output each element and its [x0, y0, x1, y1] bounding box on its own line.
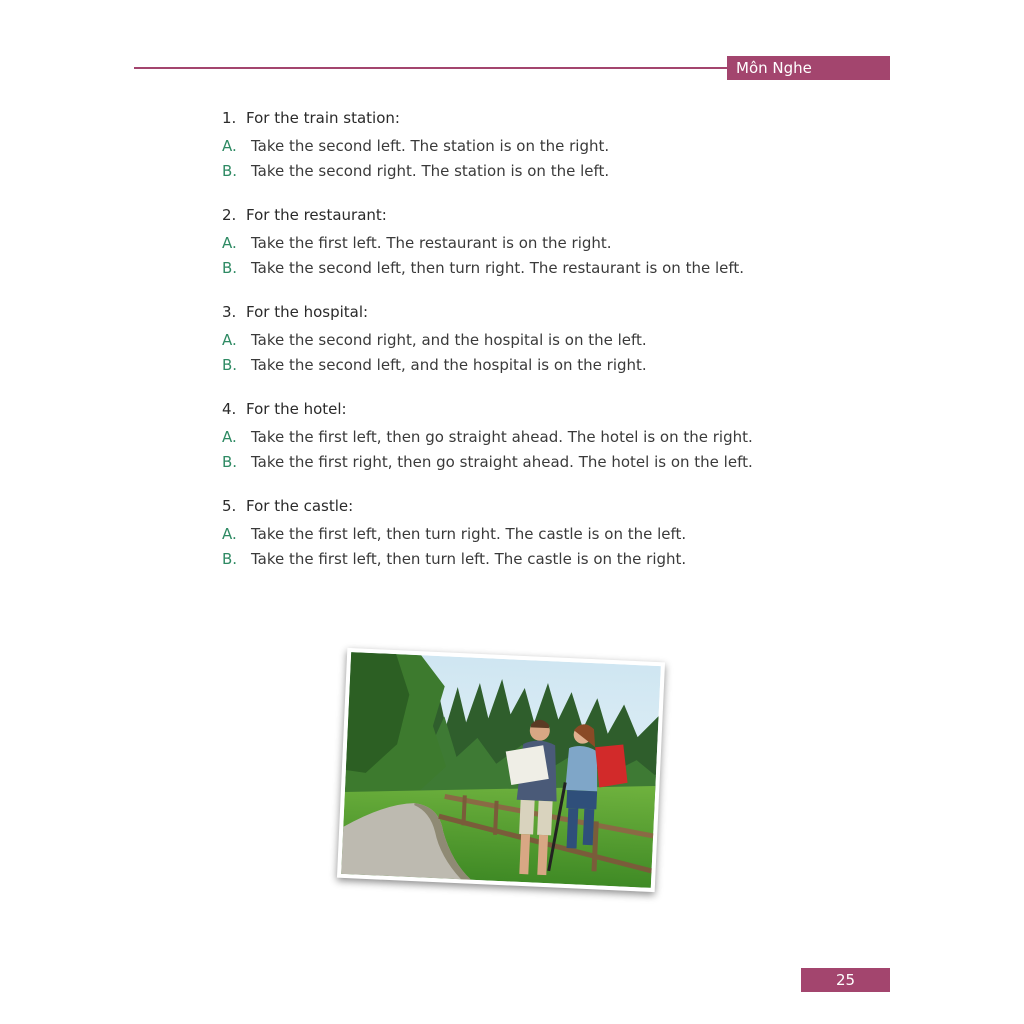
- question-text: For the hotel:: [246, 400, 347, 418]
- option-b: [222, 353, 782, 378]
- option-a: [222, 231, 782, 256]
- option-text: Take the second right. The station is on the left.: [251, 161, 610, 180]
- hikers-photo: [337, 648, 665, 892]
- question-text: For the castle:: [246, 497, 354, 515]
- option-text: Take the second left. The station is on the right.: [251, 137, 610, 155]
- question-number: 1.: [222, 109, 237, 127]
- option-a: [222, 425, 782, 450]
- option-a: [222, 328, 782, 353]
- section-tag: Môn Nghe: [727, 56, 890, 80]
- option-b: [222, 159, 782, 184]
- question-number: 2.: [222, 206, 237, 224]
- question-text: For the restaurant:: [246, 206, 387, 224]
- option-letter: A.: [222, 234, 237, 252]
- option-b: [222, 450, 782, 475]
- question-5: [222, 494, 782, 571]
- option-letter: A.: [222, 428, 237, 446]
- option-a: [222, 134, 782, 159]
- option-text: Take the second left, and the hospital is on the right.: [251, 355, 647, 374]
- question-4: [222, 397, 782, 474]
- question-3: [222, 300, 782, 377]
- question-number: 4.: [222, 400, 237, 418]
- option-a: [222, 522, 782, 547]
- option-text: Take the first left, then turn right. The castle is on the left.: [251, 525, 687, 543]
- question-title: [222, 397, 782, 421]
- option-text: Take the first right, then go straight ahead. The hotel is on the left.: [251, 452, 753, 471]
- question-number: 3.: [222, 303, 237, 321]
- question-text: For the hospital:: [246, 303, 369, 321]
- option-text: Take the first left. The restaurant is on the right.: [251, 234, 612, 252]
- question-number: 5.: [222, 497, 237, 515]
- page-number: 25: [801, 968, 890, 992]
- question-text: For the train station:: [246, 109, 400, 127]
- option-text: Take the second right, and the hospital is on the left.: [251, 331, 647, 349]
- option-b: [222, 256, 782, 281]
- option-text: Take the first left, then turn left. The castle is on the right.: [251, 549, 687, 568]
- question-title: [222, 300, 782, 324]
- option-letter: B.: [222, 452, 238, 471]
- hikers-photo-illustration: [341, 652, 661, 888]
- option-letter: B.: [222, 355, 238, 374]
- question-title: [222, 494, 782, 518]
- question-1: [222, 106, 782, 183]
- option-letter: A.: [222, 137, 237, 155]
- option-letter: B.: [222, 549, 238, 568]
- question-title: [222, 203, 782, 227]
- option-text: Take the second left, then turn right. The restaurant is on the left.: [251, 258, 745, 277]
- question-list: [222, 106, 782, 591]
- option-text: Take the first left, then go straight ahead. The hotel is on the right.: [251, 428, 753, 446]
- header-rule: [134, 67, 734, 69]
- question-2: [222, 203, 782, 280]
- option-letter: B.: [222, 258, 238, 277]
- option-letter: A.: [222, 525, 237, 543]
- option-b: [222, 547, 782, 572]
- option-letter: B.: [222, 161, 238, 180]
- option-letter: A.: [222, 331, 237, 349]
- question-title: [222, 106, 782, 130]
